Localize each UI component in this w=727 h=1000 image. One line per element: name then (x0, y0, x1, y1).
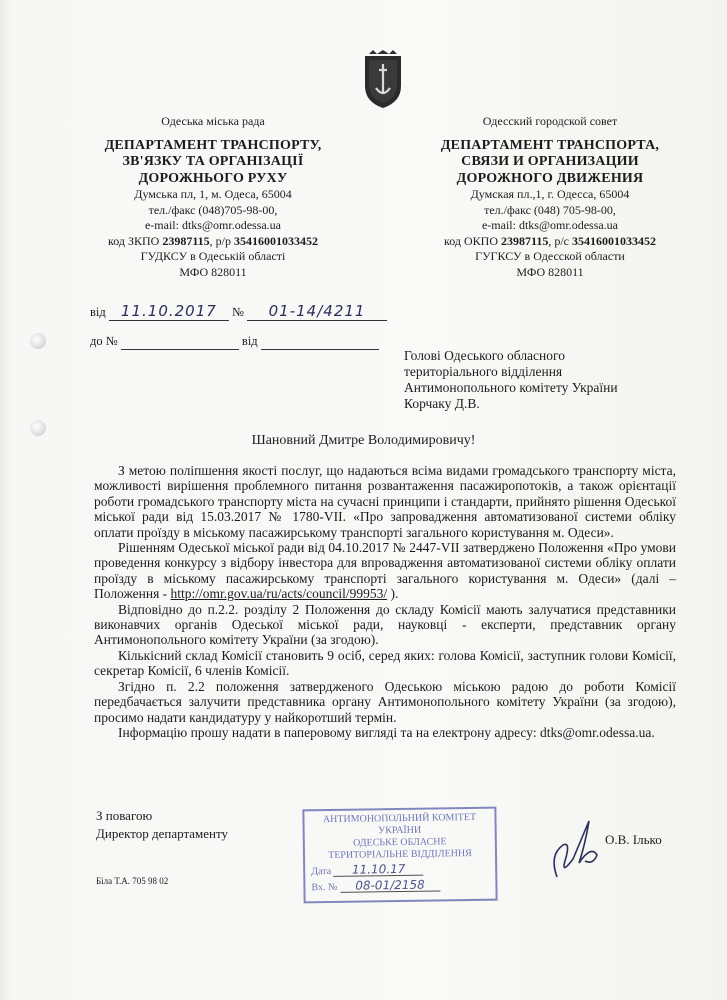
registration-stamp: АНТИМОНОПОЛЬНИЙ КОМІТЕТ УКРАЇНИ ОДЕСЬКЕ ОБЛАСНЕ ТЕРИТОРІАЛЬНЕ ВІДДІЛЕННЯ Дата 11.10.17 Вх. № 08-01/2158 (302, 807, 497, 904)
punch-hole (30, 333, 46, 349)
paragraph: Відповідно до п.2.2. розділу 2 Положення до складу Комісії мають залучатися представники виконавчих органів Одеської міської ради, науковці - експерти, представник органу Антимонопольного комітету України (за згодою). (94, 601, 676, 648)
council-act-link[interactable]: http://omr.gov.ua/ru/acts/council/99953/ (170, 586, 388, 602)
incoming-reference: до № від (90, 334, 379, 350)
email: e-mail: dtks@omr.odessa.ua (481, 218, 619, 232)
paragraph: Інформацію прошу надати в паперовому вигляді та на електрону адресу: dtks@omr.odessa.ua. (118, 724, 655, 740)
executor-contact: Біла Т.А. 705 98 02 (96, 876, 169, 886)
treasury: ГУГКСУ в Одесской области (475, 249, 625, 263)
mfo: МФО 828011 (516, 264, 584, 279)
codes: код ЗКПО 23987115, р/р 35416001033452 (107, 233, 318, 248)
address: Думская пл.,1, г. Одесса, 65004 (470, 187, 630, 201)
paragraph: Згідно п. 2.2 положення затвердженого Одеською міською радою до роботи Комісії передбачається залучити представника органу Антимонопольного комітету України (за згодою), просимо надати кандидатуру у найкоротший термін. (94, 678, 676, 725)
header-russian (405, 114, 695, 280)
codes: код ОКПО 23987115, р/с 35416001033452 (444, 233, 656, 248)
outgoing-number: 01-14/4211 (247, 302, 387, 321)
addressee: Голові Одеського обласного територіального відділення Антимонопольного комітету України Корчаку Д.В. (404, 348, 618, 411)
department-name: ДЕПАРТАМЕНТ ТРАНСПОРТА, СВЯЗИ И ОРГАНИЗАЦИИ ДОРОЖНОГО ДВИЖЕНИЯ (440, 137, 660, 186)
greeting: Шановний Дмитре Володимировичу! (251, 433, 476, 448)
council-name: Одесский городской совет (482, 114, 618, 128)
paragraph: Кількісний склад Комісії становить 9 осіб, серед яких: голова Комісії, заступник голови Комісії, секретар Комісії, 6 членів Комісії. (94, 647, 676, 679)
header-ukrainian (88, 114, 338, 280)
stamp-date: 11.10.17 (334, 863, 424, 877)
address: Думська пл, 1, м. Одеса, 65004 (134, 187, 292, 201)
phone: тел./факс (048)705-98-00, (148, 202, 278, 217)
odesa-coat-of-arms-icon (361, 50, 405, 110)
council-name: Одеська міська рада (161, 114, 265, 128)
phone: тел./факс (048) 705-98-00, (484, 202, 616, 217)
outgoing-registration: від 11.10.2017 № 01-14/4211 (90, 302, 387, 321)
signatory-name: О.В. Ілько (605, 832, 662, 847)
letter-body (94, 463, 676, 740)
mfo: МФО 828011 (179, 264, 247, 279)
email: e-mail: dtks@omr.odessa.ua (144, 218, 282, 232)
treasury: ГУДКСУ в Одеській області (140, 249, 286, 263)
outgoing-date: 11.10.2017 (109, 302, 229, 321)
department-name: ДЕПАРТАМЕНТ ТРАНСПОРТУ, ЗВ'ЯЗКУ ТА ОРГАНІЗАЦІЇ ДОРОЖНЬОГО РУХУ (104, 137, 322, 186)
stamp-incoming-number: 08-01/2158 (340, 878, 440, 892)
paragraph: З метою поліпшення якості послуг, що надаються всіма видами громадського транспорту міста, можливості вирішення проблемного питання розвантаження пасажиропотоків, а також орієнтації роботи громадського транспорту міста на сучасні принципи і стандарти, прийнято рішення Одеської міської ради від 15.03.2017 № 1780-VII. «Про запровадження автоматизованої системи обліку оплати проїзду в міському пасажирському транспорті загального користування м. Одеси». (94, 463, 676, 540)
closing: З повагою Директор департаменту (96, 808, 229, 841)
handwritten-signature-icon (545, 815, 605, 885)
paragraph: Рішенням Одеської міської ради від 04.10.2017 № 2447-VII затверджено Положення «Про умови проведення конкурсу з відбору інвестора для впровадження автоматизованої системи обліку оплати проїзду в міському пасажирському транспорті загального користування м. Одеси» (далі – Положення - http://omr.gov.ua/ru/acts/council/99953/ ). (94, 540, 676, 602)
